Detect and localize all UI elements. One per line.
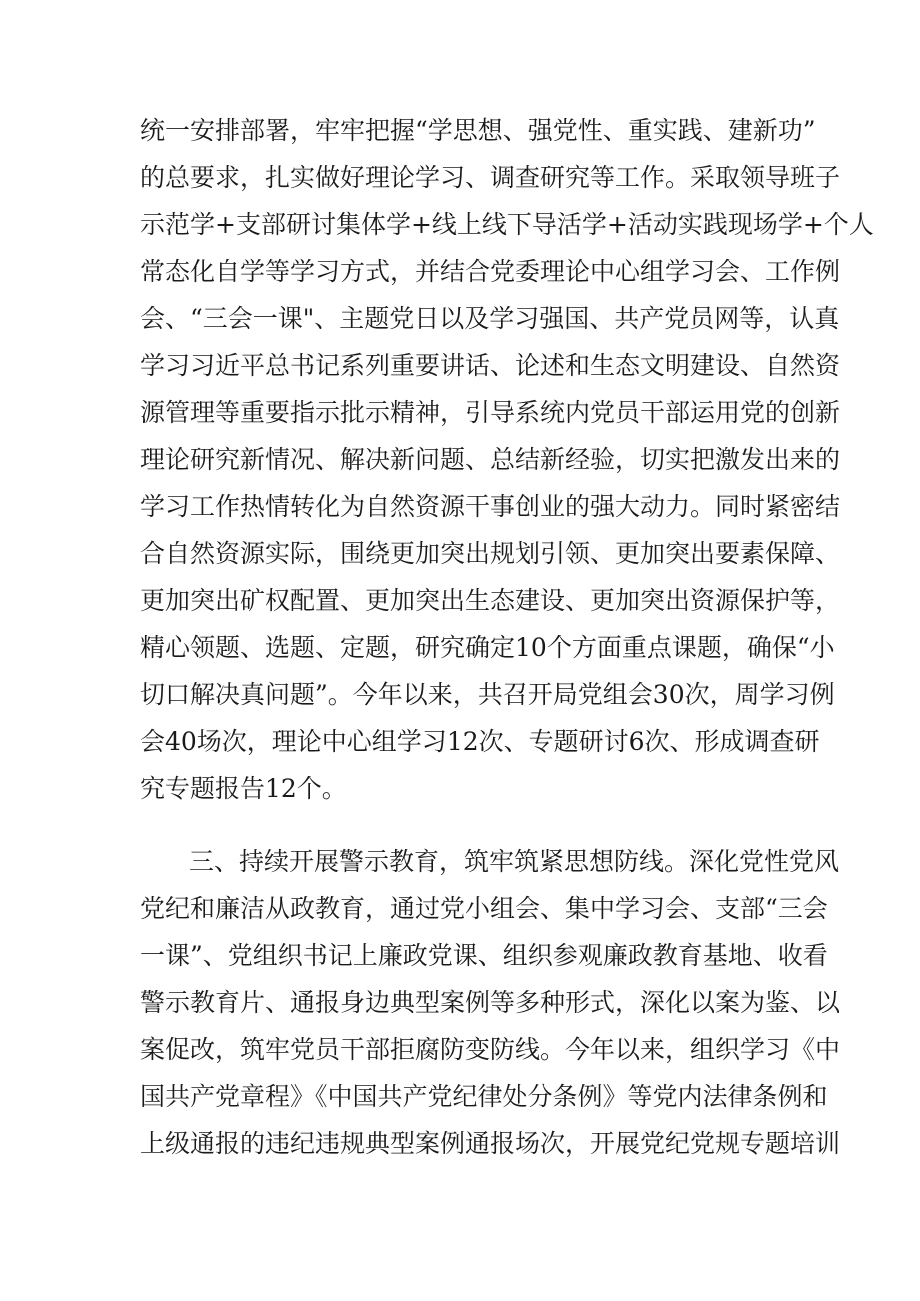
text-line: 理论研究新情况、解决新问题、总结新经验，切实把激发出来的 <box>140 445 841 474</box>
text-line: 案促改，筑牢党员干部拒腐防变防线。今年以来，组织学习《中 <box>140 1035 841 1064</box>
text-line: 的总要求，扎实做好理论学习、调查研究等工作。采取领导班子 <box>140 163 841 192</box>
text-line: 究专题报告12个。 <box>140 774 347 803</box>
text-line: 学习工作热情转化为自然资源干事创业的强大动力。同时紧密结 <box>140 492 841 521</box>
text-line: 示范学+支部研讨集体学+线上线下导活学+活动实践现场学+个人 <box>140 210 874 239</box>
text-line: 常态化自学等学习方式，并结合党委理论中心组学习会、工作例 <box>140 257 841 286</box>
text-line: 会、“三会一课"、主题党日以及学习强国、共产党员网等，认真 <box>140 304 840 333</box>
text-line: 党纪和廉洁从政教育，通过党小组会、集中学习会、支部“三会 <box>140 894 828 923</box>
text-line: 源管理等重要指示批示精神，引导系统内党员干部运用党的创新 <box>140 398 841 427</box>
text-line: 精心领题、选题、定题，研究确定10个方面重点课题，确保“小 <box>140 633 835 662</box>
text-line: 国共产党章程》《中国共产党纪律处分条例》等党内法律条例和 <box>140 1082 828 1111</box>
text-line: 合自然资源实际，围绕更加突出规划引领、更加突出要素保障、 <box>140 539 841 568</box>
text-line: 三、持续开展警示教育，筑牢筑紧思想防线。深化党性党风 <box>189 847 840 876</box>
text-line: 统一安排部署，牢牢把握“学思想、强党性、重实践、建新功” <box>140 116 816 145</box>
text-line: 切口解决真问题”。今年以来，共召开局党组会30次，周学习例 <box>140 680 835 709</box>
text-line: 更加突出矿权配置、更加突出生态建设、更加突出资源保护等， <box>140 586 841 615</box>
text-line: 学习习近平总书记系列重要讲话、论述和生态文明建设、自然资 <box>140 351 841 380</box>
text-line: 会40场次，理论中心组学习12次、专题研讨6次、形成调查研 <box>140 727 820 756</box>
text-line: 警示教育片、通报身边典型案例等多种形式，深化以案为鉴、以 <box>140 988 841 1017</box>
text-line: 上级通报的违纪违规典型案例通报场次，开展党纪党规专题培训 <box>140 1129 841 1158</box>
text-line: 一课”、党组织书记上廉政党课、组织参观廉政教育基地、收看 <box>140 941 828 970</box>
